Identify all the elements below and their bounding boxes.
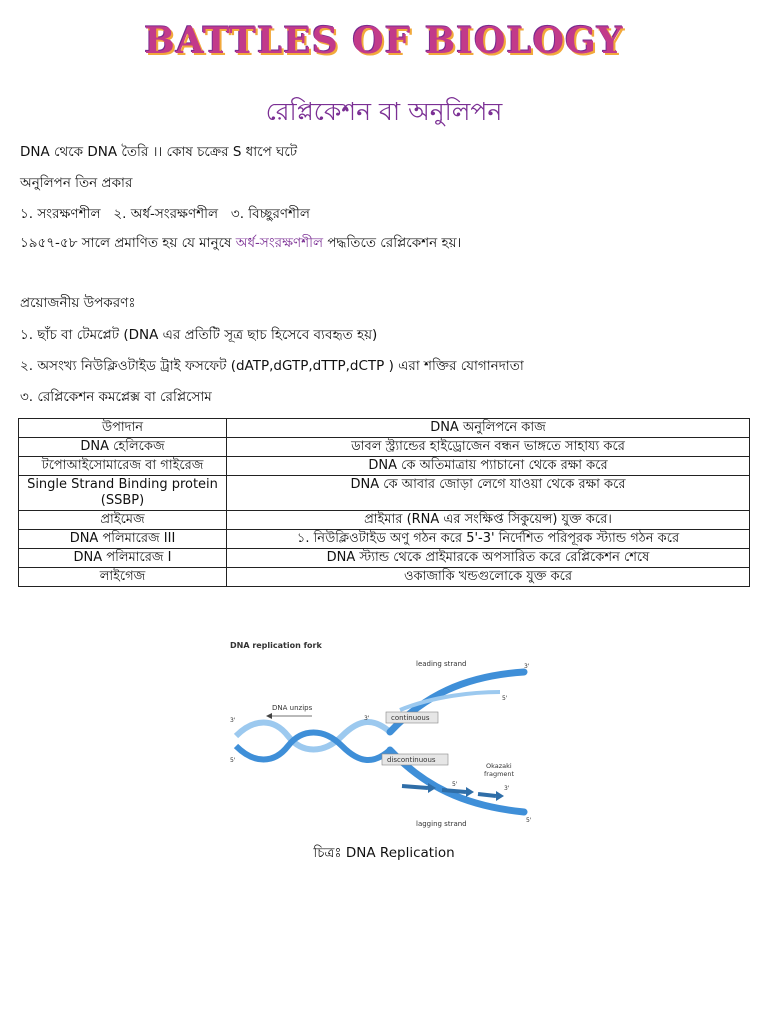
okazaki-fragment xyxy=(442,790,466,792)
polarity-label: 3' xyxy=(524,663,530,670)
requirement-item-3: ৩. রেপ্লিকেশন কমপ্লেক্স বা রেপ্লিসোম xyxy=(20,389,212,405)
helix-strand-front xyxy=(236,733,390,761)
table-row xyxy=(19,568,750,587)
polarity-label: 3' xyxy=(364,715,370,722)
polarity-label: 5' xyxy=(452,781,458,788)
type-2: ২. অর্ধ-সংরক্ষণশীল xyxy=(113,206,219,222)
figure-title: DNA replication fork xyxy=(230,641,322,650)
okazaki-arrowhead xyxy=(466,787,474,797)
table-cell: Single Strand Binding protein (SSBP) xyxy=(19,476,227,511)
polarity-label: 3' xyxy=(504,785,510,792)
polarity-label: 5' xyxy=(502,695,508,702)
banner-title: BATTLES OF BIOLOGY xyxy=(144,20,624,62)
proof-before: ১৯৫৭-৫৮ সালে প্রমাণিত হয় যে মানুষে xyxy=(20,235,236,251)
type-3: ৩. বিচ্ছুরণশীল xyxy=(230,206,310,222)
polarity-label: 5' xyxy=(230,757,236,764)
okazaki-fragment xyxy=(478,794,496,796)
table-cell: প্রাইমার (RNA এর সংক্ষিপ্ত সিকুয়েন্স) যুক্ত করে। xyxy=(227,511,750,530)
discontinuous-label: discontinuous xyxy=(387,756,436,764)
table-cell: টপোআইসোমারেজ বা গাইরেজ xyxy=(19,457,227,476)
table-cell: ১. নিউক্লিওটাইড অণু গঠন করে 5'-3' নির্দেশিত পরিপূরক স্ট্যান্ড গঠন করে xyxy=(227,530,750,549)
table-cell: DNA হেলিকেজ xyxy=(19,438,227,457)
okazaki-fragment xyxy=(402,786,428,788)
table-header: DNA অনুলিপনে কাজ xyxy=(227,419,750,438)
table-cell: DNA কে আবার জোড়া লেগে যাওয়া থেকে রক্ষা করে xyxy=(227,476,750,511)
intro-line-1: DNA থেকে DNA তৈরি ।। কোষ চক্রের S ধাপে ঘটে xyxy=(20,144,298,160)
section-heading: রেপ্লিকেশন বা অনুলিপন xyxy=(265,97,503,126)
requirement-item-1: ১. ছাঁচ বা টেমপ্লেট (DNA এর প্রতিটি সূত্র ছাচ হিসেবে ব্যবহৃত হয়) xyxy=(20,327,378,343)
table-cell: DNA কে অতিমাত্রায় প্যাচানো থেকে রক্ষা করে xyxy=(227,457,750,476)
polarity-label: 3' xyxy=(230,717,236,724)
table-cell: ডাবল স্ট্র্যান্ডের হাইড্রোজেন বন্ধন ভাঙ্গতে সাহায্য করে xyxy=(227,438,750,457)
table-cell: DNA পলিমারেজ III xyxy=(19,530,227,549)
table-cell: প্রাইমেজ xyxy=(19,511,227,530)
table-header: উপাদান xyxy=(19,419,227,438)
unzips-label: DNA unzips xyxy=(272,704,313,712)
table-row xyxy=(19,511,750,530)
okazaki-label-1: Okazaki xyxy=(486,762,512,770)
helix-strand-back xyxy=(236,722,390,750)
lagging-strand-label: lagging strand xyxy=(416,820,467,828)
proof-line xyxy=(20,234,760,252)
intro-line-2: অনুলিপন তিন প্রকার xyxy=(20,175,133,191)
table-row xyxy=(19,549,750,568)
okazaki-label-2: fragment xyxy=(484,770,515,778)
replication-fork-figure xyxy=(224,636,548,832)
table-cell: DNA পলিমারেজ I xyxy=(19,549,227,568)
figure-caption: চিত্রঃ DNA Replication xyxy=(313,845,455,861)
table-row xyxy=(19,476,750,511)
replication-types xyxy=(20,205,760,223)
table-cell: লাইগেজ xyxy=(19,568,227,587)
table-cell: ওকাজাকি খন্ডগুলোকে যুক্ত করে xyxy=(227,568,750,587)
table-cell: DNA স্ট্যান্ড থেকে প্রাইমারকে অপসারিত করে রেপ্লিকেশন শেষে xyxy=(227,549,750,568)
table-header-row xyxy=(19,419,750,438)
table-row xyxy=(19,530,750,549)
okazaki-arrowhead xyxy=(496,791,504,801)
proof-after: পদ্ধতিতে রেপ্লিকেশন হয়। xyxy=(323,235,462,251)
double-helix xyxy=(236,722,390,760)
requirement-item-2: ২. অসংখ্য নিউক্লিওটাইড ট্রাই ফসফেট (dATP,dGTP,dTTP,dCTP ) এরা শক্তির যোগানদাতা xyxy=(20,358,524,374)
leading-strand-label: leading strand xyxy=(416,660,467,668)
unzip-arrowhead xyxy=(266,713,272,719)
enzyme-table xyxy=(18,418,750,587)
proof-highlight: অর্ধ-সংরক্ষণশীল xyxy=(235,235,324,251)
table-row xyxy=(19,438,750,457)
polarity-label: 5' xyxy=(526,817,532,824)
requirements-title: প্রয়োজনীয় উপকরণঃ xyxy=(20,295,136,311)
table-row xyxy=(19,457,750,476)
continuous-label: continuous xyxy=(391,714,430,722)
type-1: ১. সংরক্ষণশীল xyxy=(20,206,101,222)
